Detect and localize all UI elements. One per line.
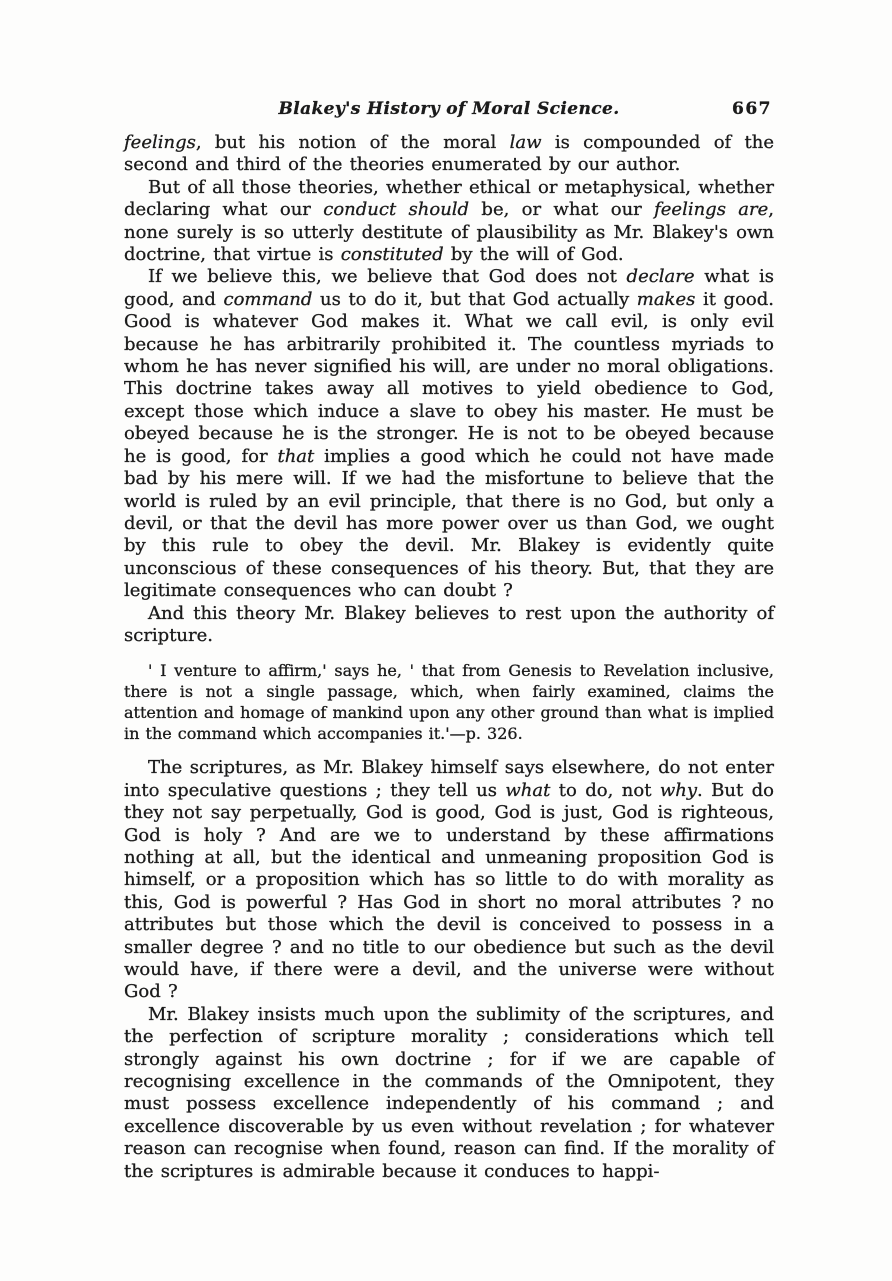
italic-run: what [505,779,551,801]
italic-run: feelings [124,132,196,153]
text-run: what is good, and [124,266,774,310]
text-run: be, or what our [469,199,655,221]
text-run: implies a good which he could not have made bad by his mere will. If we had the misfortune to believe that the world is ruled by an evil principle, that there is no God, but only a devil, or that the devil has more power over us than God, we ought by this rule to obey the devil. Mr. Blakey is evidently quite unconscious of these consequences of his theory. But, that they are legitimate consequences who can doubt ? [124,445,774,602]
italic-run: declare [626,266,695,288]
text-run: us to do it, but that God actually [312,288,637,310]
text-run: If we believe this, we believe that God does not [148,266,627,288]
text-run: , but his notion of the moral [195,132,510,153]
text-run: it good. Good is whatever God makes it. What we call evil, is only evil because he has arbitrarily prohibited it. The countless myriads to whom he has never signified his will, are under no moral obligations. This doctrine takes away all motives to yield obedience to God, except those which induce a slave to obey his master. He must be obeyed because he is the stronger. He is not to be obeyed because he is good, for [124,288,774,467]
italic-run: makes [636,288,696,310]
text-run: by the will of God. [443,244,624,266]
page-number: 667 [732,99,772,119]
italic-run: constituted [340,244,444,266]
text-run: And this theory Mr. Blakey believes to rest upon the authority of scripture. [124,602,774,646]
paragraph-scriptures [124,757,774,1003]
paragraph-continuation [124,132,774,177]
text-run: Mr. Blakey insists much upon the sublimity of the scriptures, and the perfection of scripture morality ; considerations which tell strongly against his own doctrine ; for if we are capable of recognising excellence in the commands of the Omnipotent, they must possess excellence independently of his command ; and excellence discoverable by us even without revelation ; for whatever reason can recognise when found, reason can find. If the morality of the scriptures is admirable because it conduces to happi- [124,1003,774,1182]
italic-run: law [509,132,542,153]
text-run: to do, not [550,779,660,801]
page-body [124,132,774,1183]
paragraph-theories [124,177,774,267]
italic-run: conduct should [323,199,470,221]
paragraph-sublimity [124,1004,774,1183]
running-header-title: Blakey's History of Moral Science. [278,99,620,119]
block-quote [124,660,774,744]
text-run: , none surely is so utterly destitute of plausibility as Mr. Blakey's own doctrine, that virtue is [124,199,775,266]
text-run: is compounded of the second and third of the theories enumerated by our author. [124,132,774,176]
text-run: ' I venture to affirm,' says he, ' that from Genesis to Revelation inclusive, there is not a single passage, which, when fairly examined, claims the attention and homage of mankind upon any other ground than what is implied in the command which accompanies it.'—p. 326. [124,661,774,744]
running-header [124,99,774,123]
text-run: But of all those theories, whether ethical or metaphysical, whether declaring what our [124,176,774,221]
italic-run: why [659,779,698,801]
paragraph-consequences [124,266,774,602]
paragraph-authority [124,603,774,648]
italic-run: feelings are [654,199,769,221]
text-run: . But do they not say perpetually, God is good, God is just, God is righteous, God is holy ? And are we to understand by these affirmations nothing at all, but the identical and unmeaning proposition God is himself, or a proposition which has so little to do with morality as this, God is powerful ? Has God in short no moral attributes ? no attributes but those which the devil is conceived to possess in a smaller degree ? and no title to our obedience but such as the devil would have, if there were a devil, and the universe were without God ? [124,779,775,1003]
italic-run: that [277,445,315,467]
italic-run: command [223,288,313,310]
text-run: The scriptures, as Mr. Blakey himself says elsewhere, do not enter into speculative questions ; they tell us [124,757,774,801]
